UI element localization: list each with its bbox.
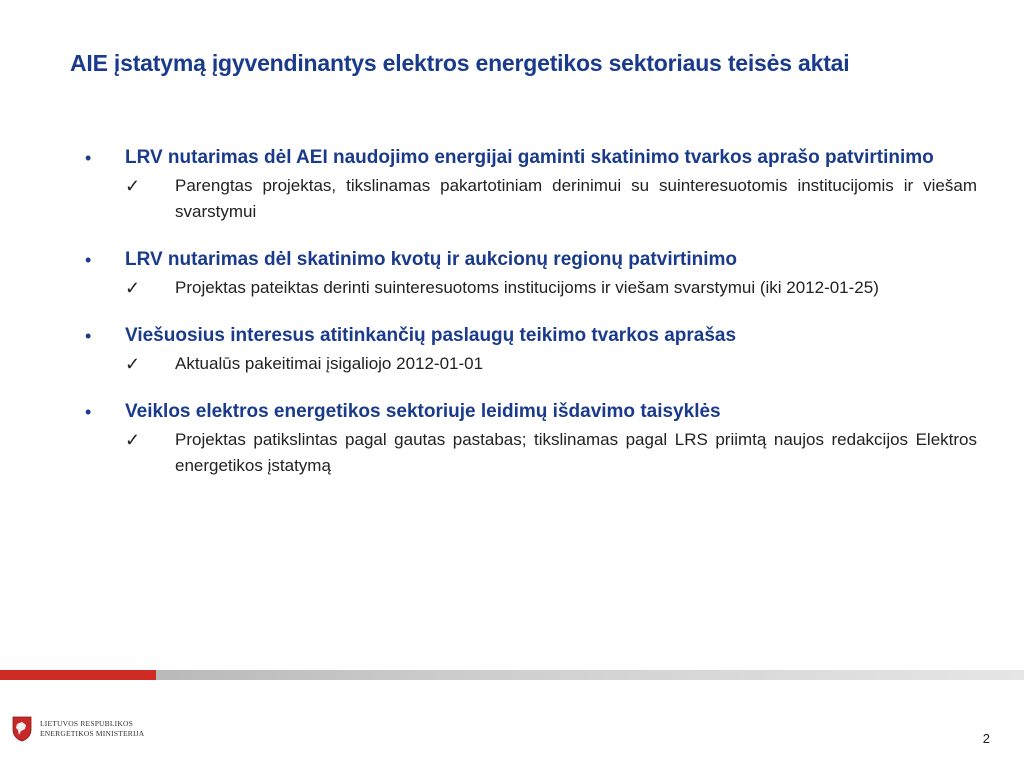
bullet-text: LRV nutarimas dėl AEI naudojimo energijai gaminti skatinimo tvarkos aprašo patvirtinimo xyxy=(125,147,934,168)
sub-bullet-text: Projektas pateiktas derinti suinteresuotoms institucijoms ir viešam svarstymui (iki 2012-01-25) xyxy=(175,278,879,297)
bullet-list xyxy=(85,143,977,499)
bullet-item xyxy=(85,321,977,377)
bullet-icon: • xyxy=(85,148,92,168)
checkmark-icon: ✓ xyxy=(125,354,141,374)
bullet-text: LRV nutarimas dėl skatinimo kvotų ir aukcionų regionų patvirtinimo xyxy=(125,249,737,270)
bullet-item xyxy=(85,397,977,479)
bullet-text: Viešuosius interesus atitinkančių paslaugų teikimo tvarkos aprašas xyxy=(125,325,737,346)
bullet-icon: • xyxy=(85,326,92,346)
sub-bullet-text: Projektas patikslintas pagal gautas pastabas; tikslinamas pagal LRS priimtą naujos redakcijos Elektros energetikos įstatymą xyxy=(175,430,977,475)
slide-title: AIE įstatymą įgyvendinantys elektros energetikos sektoriaus teisės aktai xyxy=(70,50,850,76)
bullet-icon: • xyxy=(85,250,92,270)
logo-line-2: ENERGETIKOS MINISTERIJA xyxy=(40,729,145,738)
footer-accent-grey xyxy=(156,670,1024,680)
page-number: 2 xyxy=(982,731,990,746)
checkmark-icon: ✓ xyxy=(125,176,141,196)
logo-line-1: LIETUVOS RESPUBLIKOS xyxy=(40,719,133,728)
footer-divider xyxy=(0,670,1024,680)
bullet-item xyxy=(85,245,977,301)
footer-accent-red xyxy=(0,670,156,680)
bullet-item xyxy=(85,143,977,225)
bullet-icon: • xyxy=(85,402,92,422)
coat-of-arms-icon xyxy=(12,716,32,742)
sub-bullet-text: Parengtas projektas, tikslinamas pakartotiniam derinimui su suinteresuotomis institucijomis ir viešam svarstymui xyxy=(175,176,977,221)
sub-bullet-text: Aktualūs pakeitimai įsigaliojo 2012-01-01 xyxy=(175,354,484,373)
checkmark-icon: ✓ xyxy=(125,278,141,298)
ministry-logo xyxy=(12,716,144,742)
bullet-text: Veiklos elektros energetikos sektoriuje leidimų išdavimo taisyklės xyxy=(125,401,721,422)
checkmark-icon: ✓ xyxy=(125,430,141,450)
